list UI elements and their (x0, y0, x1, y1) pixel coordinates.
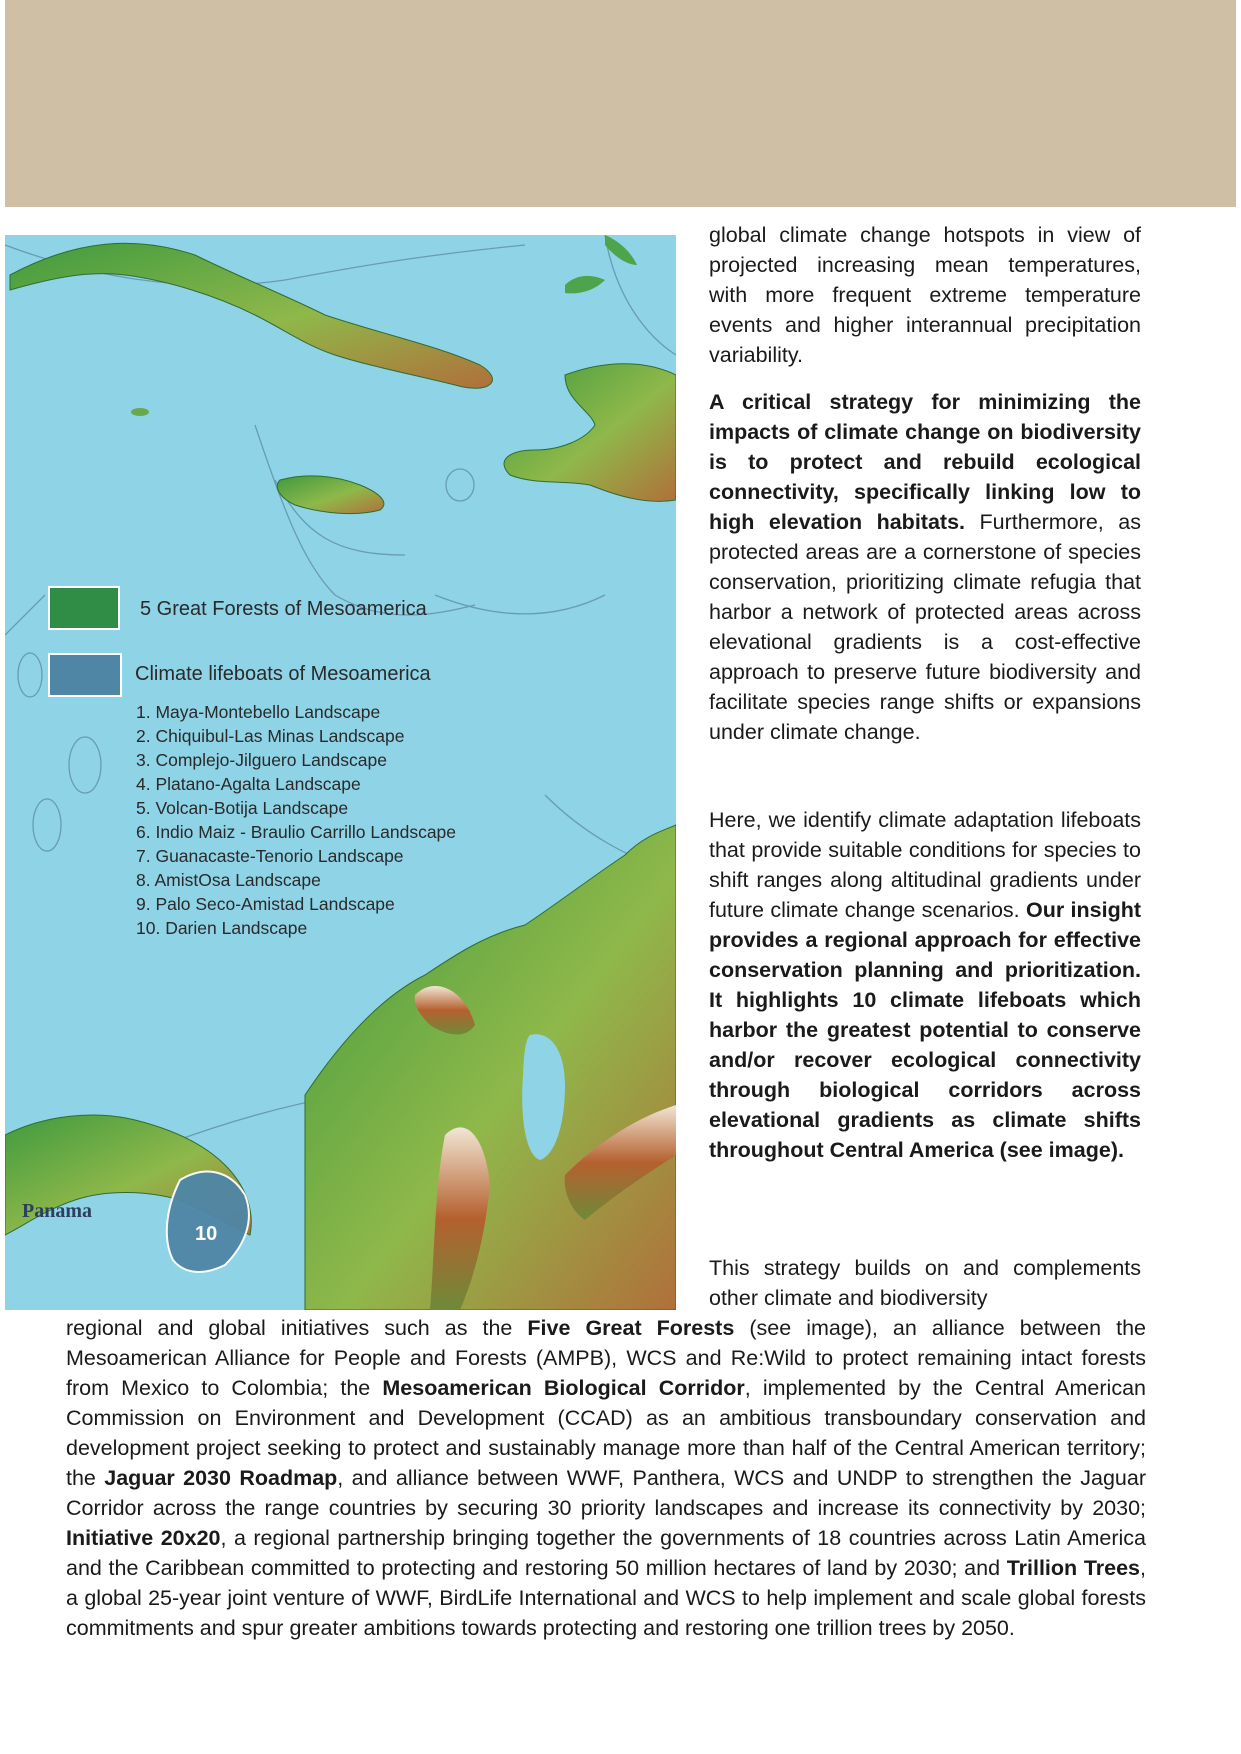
five-great-forests-bold: Five Great Forests (527, 1316, 735, 1340)
lifeboats-label: Climate lifeboats of Mesoamerica (135, 663, 431, 685)
initiatives-text: (see image), an alliance between the Mesoamerican Alliance for People and Forests (AMPB), WCS and Re:Wild to protect remaining intact forests from Mexico to Colombia; the (66, 1316, 1146, 1400)
lifeboat-item: 8. AmistOsa Landscape (136, 870, 321, 890)
paragraph-text: global climate change hotspots in view of projected increasing mean temperatures, with more frequent extreme temperature events and higher interannual precipitation variability. (709, 223, 1141, 367)
initiatives-intro-text: This strategy builds on and complements other climate and biodiversity (709, 1256, 1141, 1310)
strategy-bold-text: A critical strategy for minimizing the impacts of climate change on biodiversity is to protect and rebuild ecological connectivity, specifically linking low to high elevation habitats. (709, 390, 1141, 534)
initiative-20x20-bold: Initiative 20x20 (66, 1526, 221, 1550)
lifeboats-swatch (48, 653, 122, 697)
lifeboat-item: 3. Complejo-Jilguero Landscape (136, 750, 387, 770)
lifeboat-item: 5. Volcan-Botija Landscape (136, 798, 349, 818)
paragraph-initiatives (66, 1313, 1146, 1643)
lifeboat-item: 9. Palo Seco-Amistad Landscape (136, 894, 395, 914)
paragraph-lifeboats (709, 805, 1141, 1165)
jaguar-roadmap-bold: Jaguar 2030 Roadmap (104, 1466, 338, 1490)
biological-corridor-bold: Mesoamerican Biological Corridor (382, 1376, 745, 1400)
initiatives-text: , implemented by the Central American Commission on Environment and Development (CCAD) as an ambitious transboundary conservation and development project seeking to protect and sustainably manage more than half of the Central American territory; the (66, 1376, 1146, 1490)
map-label-darien-number: 10 (195, 1223, 218, 1245)
paragraph-strategy (709, 387, 1141, 747)
initiatives-text: , a regional partnership bringing together the governments of 18 countries across Latin America and the Caribbean committed to protecting and restoring 50 million hectares of land by 2030; and (66, 1526, 1146, 1580)
paragraph-initiatives-intro (709, 1253, 1141, 1313)
lifeboat-item: 1. Maya-Montebello Landscape (136, 702, 381, 722)
lifeboats-list (136, 700, 456, 940)
mesoamerica-map (5, 235, 676, 1310)
strategy-text: Furthermore, as protected areas are a cornerstone of species conservation, prioritizing climate refugia that harbor a network of protected areas across elevational gradients is a cost-effective approach to preserve future biodiversity and facilitate species range shifts or expansions under climate change. (709, 510, 1141, 744)
header-band (5, 0, 1236, 207)
lifeboat-item: 6. Indio Maiz - Braulio Carrillo Landscape (136, 822, 457, 842)
initiatives-text: , a global 25-year joint venture of WWF, BirdLife International and WCS to help implement and scale global forests commitments and spur greater ambitions towards protecting and restoring one trillion trees by 2050. (66, 1556, 1146, 1640)
initiatives-text: , and alliance between WWF, Panthera, WCS and UNDP to strengthen the Jaguar Corridor across the range countries by securing 30 priority landscapes and increase its connectivity by 2030; (66, 1466, 1146, 1520)
trillion-trees-bold: Trillion Trees (1006, 1556, 1141, 1580)
great-forests-label: 5 Great Forests of Mesoamerica (140, 598, 427, 620)
insight-bold-text: Our insight provides a regional approach for effective conservation planning and prioritization. It highlights 10 climate lifeboats which harbor the greatest potential to conserve and/or recover ecological connectivity through biological corridors across elevational gradients as climate shifts throughout Central America (see image). (709, 898, 1141, 1162)
lifeboat-item: 10. Darien Landscape (136, 918, 308, 938)
lifeboat-item: 4. Platano-Agalta Landscape (136, 774, 361, 794)
lifeboats-text: Here, we identify climate adaptation lifeboats that provide suitable conditions for species to shift ranges along altitudinal gradients under future climate change scenarios. (709, 808, 1141, 922)
paragraph-hotspots (709, 220, 1141, 370)
lifeboat-item: 2. Chiquibul-Las Minas Landscape (136, 726, 405, 746)
initiatives-text: regional and global initiatives such as the (66, 1316, 528, 1340)
lifeboat-item: 7. Guanacaste-Tenorio Landscape (136, 846, 404, 866)
great-forests-swatch (48, 586, 120, 630)
map-label-panama: Panama (22, 1200, 92, 1222)
